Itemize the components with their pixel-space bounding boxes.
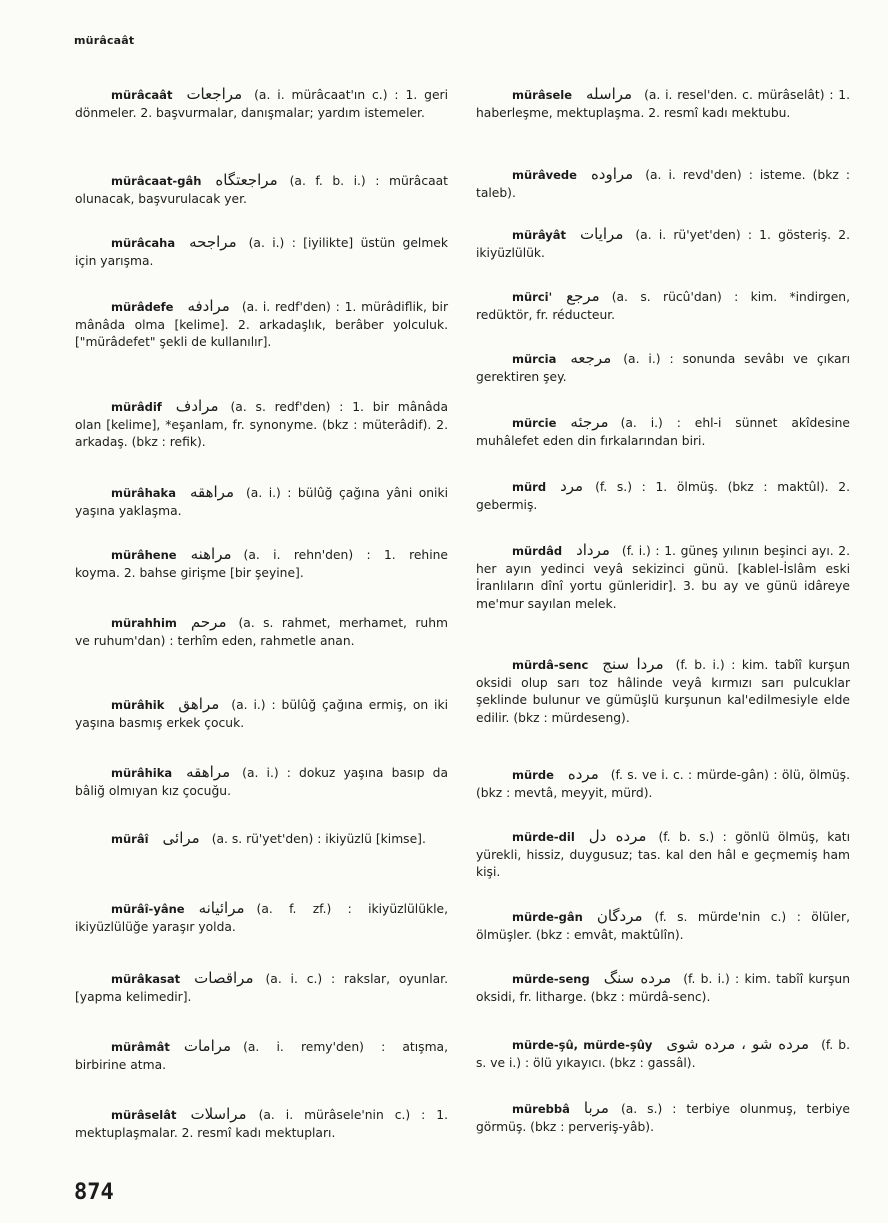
dictionary-entry [476,656,850,727]
dictionary-entry [75,546,448,582]
entry-headword: mürâhaka [111,486,176,500]
entry-headword: mürâyât [512,228,567,242]
entry-headword: mürâsele [512,88,572,102]
dictionary-entry [75,900,448,936]
dictionary-entry [476,414,850,450]
dictionary-entry [75,1038,448,1074]
entry-definition: (a. i.) : [iyilikte] üstün gelmek için yarışma. [75,236,448,268]
entry-arabic-script: مرائی [162,829,200,847]
entry-arabic-script: مربا [583,1099,609,1117]
entry-headword: mürâcaha [111,236,176,250]
entry-definition: (f. i.) : 1. güneş yılının beşinci ayı. 2. her ayın yedinci veyâ sekizinci günü. [kablel-İslâm eski İranlıların dînî yortu günleridir]. 3. bu ay ve günü idâreye me'mur sayılan melek. [476,544,850,611]
entry-headword: mürâkasat [111,972,181,986]
entry-arabic-script: مراجعات [186,85,243,103]
entry-definition: (a. i. revd'den) : isteme. (bkz : taleb). [476,168,850,200]
dictionary-entry [75,234,448,270]
entry-headword: mürcie [512,416,557,430]
dictionary-entry [476,478,850,514]
dictionary-entry [75,696,448,732]
entry-definition: (a. f. zf.) : ikiyüzlülükle, ikiyüzlülüğe yaraşır yolda. [75,902,448,934]
entry-headword: mürde [512,768,554,782]
dictionary-entry [476,828,850,882]
entry-definition: (a. f. b. i.) : mürâcaat olunacak, başvurulacak yer. [75,174,448,206]
entry-definition: (a. s. redf'den) : 1. bir mânâda olan [kelime], *eşanlam, fr. synonyme. (bkz : müterâdif). 2. arkadaş. (bkz : refik). [75,400,448,449]
entry-headword: mürebbâ [512,1102,570,1116]
dictionary-entry [476,542,850,613]
entry-definition: (f. s. mürde'nin c.) : ölüler, ölmüşler. (bkz : emvât, maktûlîn). [476,910,850,942]
entry-headword: mürcia [512,352,557,366]
entry-headword: mürâcaât [111,88,173,102]
entry-headword: mürâhene [111,548,177,562]
entry-definition: (a. i. c.) : rakslar, oyunlar. [yapma kelimedir]. [75,972,448,1004]
entry-arabic-script: مراسله [586,85,633,103]
dictionary-entry [75,86,448,122]
entry-headword: mürd [512,480,547,494]
entry-arabic-script: مراقصات [194,969,254,987]
dictionary-entry [476,766,850,802]
entry-definition: (f. b. s.) : gönlü ölmüş, katı yürekli, hissiz, duygusuz; tas. kal den hâl e geçmemiş ham kişi. [476,830,850,879]
entry-definition: (a. s. rücû'dan) : kim. *indirgen, redüktör, fr. réducteur. [476,290,850,322]
entry-arabic-script: مرده دل [588,827,647,845]
entry-headword: mürde-dil [512,830,575,844]
entry-headword: mürâdif [111,400,162,414]
dictionary-entry [75,298,448,352]
entry-arabic-script: مرده شو ، مرده شوی [666,1035,810,1053]
entry-headword: mürâcaat-gâh [111,174,202,188]
entry-headword: mürdâd [512,544,563,558]
entry-headword: mürdâ-senc [512,658,589,672]
entry-headword: mürâselât [111,1108,177,1122]
entry-arabic-script: مراسلات [190,1105,247,1123]
entry-arabic-script: مراهقه [189,483,234,501]
entry-definition: (a. s.) : terbiye olunmuş, terbiye görmüş. (bkz : perveriş-yâb). [476,1102,850,1134]
entry-arabic-script: مرده [567,765,599,783]
entry-arabic-script: مراجحه [189,233,237,251]
entry-headword: mürde-şû, mürde-şûy [512,1038,653,1052]
dictionary-entry [75,614,448,650]
entry-arabic-script: مرجئه [570,413,609,431]
dictionary-entry [476,1100,850,1136]
entry-arabic-script: مرجع [566,287,600,305]
dictionary-entry [476,288,850,324]
entry-definition: (a. i. remy'den) : atışma, birbirine atma. [75,1040,448,1072]
entry-arabic-script: مرحم [190,613,227,631]
entry-headword: mürâvede [512,168,577,182]
running-header: mürâcaât [74,34,135,47]
entry-definition: (a. i.) : bülûğ çağına yâni oniki yaşına yaklaşma. [75,486,448,518]
entry-definition: (f. b. s. ve i.) : ölü yıkayıcı. (bkz : gassâl). [476,1038,850,1070]
dictionary-entry [476,1036,850,1072]
entry-arabic-script: مرجعه [570,349,612,367]
entry-arabic-script: مراهقه [186,763,231,781]
entry-definition: (a. i.) : sonunda sevâbı ve çıkarı gerektiren şey. [476,352,850,384]
dictionary-entry [75,398,448,452]
dictionary-entry [476,166,850,202]
entry-headword: mürde-seng [512,972,590,986]
entry-arabic-script: مردا سنج [602,655,664,673]
entry-headword: mürci' [512,290,553,304]
entry-arabic-script: مرامات [183,1037,232,1055]
entry-arabic-script: مرد [560,477,584,495]
entry-headword: mürâmât [111,1040,170,1054]
entry-arabic-script: مراوده [590,165,634,183]
entry-headword: mürâhik [111,698,165,712]
entry-definition: (f. s.) : 1. ölmüş. (bkz : maktûl). 2. gebermiş. [476,480,850,512]
dictionary-entry [476,86,850,122]
entry-arabic-script: مردگان [596,907,643,925]
dictionary-entry [75,764,448,800]
entry-definition: (f. b. i.) : kim. tabîî kurşun oksidi, fr. litharge. (bkz : mürdâ-senc). [476,972,850,1004]
entry-arabic-script: مرده سنگ [603,969,672,987]
entry-definition: (a. i.) : ehl-i sünnet akîdesine muhâlefet eden din fırkalarından biri. [476,416,850,448]
entry-headword: mürde-gân [512,910,583,924]
entry-definition: (a. i.) : dokuz yaşına basıp da bâliğ olmıyan kız çocuğu. [75,766,448,798]
entry-definition: (a. i. rü'yet'den) : 1. gösteriş. 2. ikiyüzlülük. [476,228,850,260]
entry-arabic-script: مراهنه [190,545,232,563]
entry-headword: mürahhim [111,616,177,630]
entry-headword: mürâdefe [111,300,174,314]
entry-headword: mürâî-yâne [111,902,185,916]
dictionary-entry [75,830,448,849]
entry-definition: (f. s. ve i. c. : mürde-gân) : ölü, ölmüş. (bkz : mevtâ, meyyit, mürd). [476,768,850,800]
entry-arabic-script: مرادفه [187,297,230,315]
entry-arabic-script: مراجعتگاه [215,171,278,189]
entry-definition: (a. i. redf'den) : 1. mürâdiflik, bir mânâda olma [kelime]. 2. arkadaşlık, berâber yolculuk. ["mürâdefet" şekli de kullanılır]. [75,300,448,349]
entry-definition: (a. i.) : bülûğ çağına ermiş, on iki yaşına basmış erkek çocuk. [75,698,448,730]
entry-definition: (a. i. rehn'den) : 1. rehine koyma. 2. bahse girişme [bir şeyine]. [75,548,448,580]
dictionary-entry [75,1106,448,1142]
entry-definition: (a. i. mürâcaat'ın c.) : 1. geri dönmeler. 2. başvurmalar, danışmalar; yardım istemeler. [75,88,448,120]
entry-definition: (a. i. mürâsele'nin c.) : 1. mektuplaşmalar. 2. resmî kadı mektupları. [75,1108,448,1140]
dictionary-entry [75,970,448,1006]
entry-arabic-script: مرائیانه [198,899,245,917]
entry-arabic-script: مرداد [576,541,610,559]
dictionary-entry [476,350,850,386]
entry-definition: (f. b. i.) : kim. tabîî kurşun oksidi olup sarı toz hâlinde veyâ kırmızı sarı pulcuklar şeklinde bulunur ve gümüşlü kurşunun kal'edilmesiyle elde edilir. (bkz : mürdeseng). [476,658,850,725]
dictionary-entry [476,908,850,944]
entry-arabic-script: مرادف [175,397,219,415]
page-number: 874 [74,1180,114,1205]
dictionary-entry [476,970,850,1006]
entry-definition: (a. s. rahmet, merhamet, ruhm ve ruhum'dan) : terhîm eden, rahmetle anan. [75,616,448,648]
entry-definition: (a. s. rü'yet'den) : ikiyüzlü [kimse]. [211,832,426,846]
dictionary-entry [75,172,448,208]
dictionary-entry [476,226,850,262]
entry-headword: mürâî [111,832,149,846]
dictionary-entry [75,484,448,520]
entry-definition: (a. i. resel'den. c. mürâselât) : 1. haberleşme, mektuplaşma. 2. resmî kadı mektubu. [476,88,850,120]
entry-arabic-script: مرایات [580,225,624,243]
entry-headword: mürâhika [111,766,173,780]
entry-arabic-script: مراهق [178,695,220,713]
